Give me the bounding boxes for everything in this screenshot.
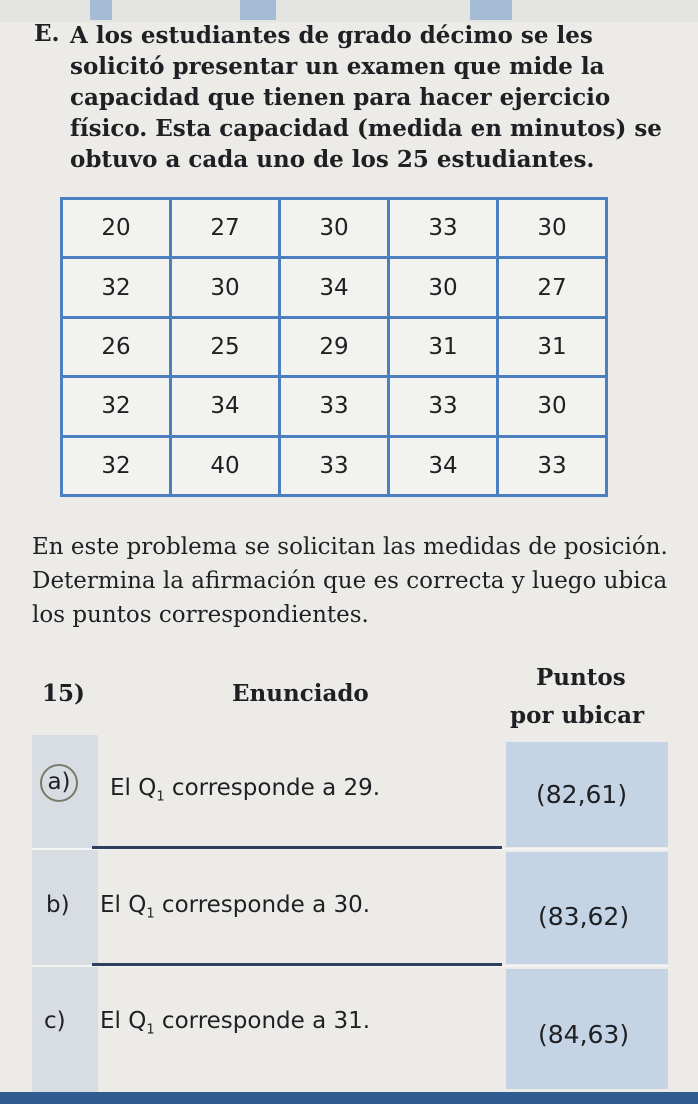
table-cell: 25 bbox=[171, 317, 280, 376]
top-decoration bbox=[0, 0, 698, 22]
decoration-mark bbox=[470, 0, 512, 20]
table-cell: 30 bbox=[389, 258, 498, 317]
table-cell: 33 bbox=[280, 436, 389, 495]
table-row bbox=[62, 317, 607, 376]
table-cell: 30 bbox=[171, 258, 280, 317]
option-letter: c) bbox=[44, 1008, 66, 1034]
statement-prefix: El Q bbox=[100, 1008, 147, 1034]
bottom-band bbox=[0, 1092, 698, 1104]
table-cell: 34 bbox=[280, 258, 389, 317]
table-cell: 26 bbox=[62, 317, 171, 376]
point-to-plot: (82,61) bbox=[536, 780, 628, 809]
table-cell: 33 bbox=[498, 436, 607, 495]
problem-text: A los estudiantes de grado décimo se les solicitó presentar un examen que mide la capacidad que tienen para hacer ejercicio físico. Esta capacidad (medida en minutos) se obtuvo a cada uno de los 25 estudiantes. bbox=[70, 22, 662, 173]
option-statement bbox=[110, 775, 380, 805]
problem-statement bbox=[28, 20, 668, 175]
decoration-mark bbox=[90, 0, 112, 20]
quartile-subscript: 1 bbox=[146, 906, 155, 922]
table-cell: 33 bbox=[389, 377, 498, 436]
option-letter: a) bbox=[40, 764, 78, 802]
table-cell: 20 bbox=[62, 199, 171, 258]
table-cell: 33 bbox=[389, 199, 498, 258]
table-cell: 31 bbox=[389, 317, 498, 376]
table-cell: 30 bbox=[498, 377, 607, 436]
table-cell: 34 bbox=[171, 377, 280, 436]
table-cell: 40 bbox=[171, 436, 280, 495]
option-statement bbox=[100, 1008, 370, 1038]
problem-letter: E. bbox=[34, 20, 60, 47]
table-cell: 31 bbox=[498, 317, 607, 376]
option-letter: b) bbox=[46, 892, 70, 918]
point-to-plot: (84,63) bbox=[538, 1020, 630, 1049]
column-header-points-line1: Puntos bbox=[536, 664, 626, 691]
answer-line bbox=[92, 963, 502, 966]
table-row bbox=[62, 258, 607, 317]
option-statement bbox=[100, 892, 370, 922]
quartile-subscript: 1 bbox=[146, 1022, 155, 1038]
point-to-plot: (83,62) bbox=[538, 902, 630, 931]
statement-suffix: corresponde a 31. bbox=[154, 1008, 371, 1034]
table-row bbox=[62, 436, 607, 495]
statement-suffix: corresponde a 29. bbox=[164, 775, 381, 801]
table-row bbox=[62, 377, 607, 436]
statement-prefix: El Q bbox=[110, 775, 157, 801]
column-header-points-line2: por ubicar bbox=[510, 702, 645, 729]
table-cell: 33 bbox=[280, 377, 389, 436]
table-cell: 34 bbox=[389, 436, 498, 495]
answer-line bbox=[92, 846, 502, 849]
instructions-text: En este problema se solicitan las medidas de posición. Determina la afirmación que es correcta y luego ubica los puntos correspondientes. bbox=[32, 534, 668, 628]
quartile-subscript: 1 bbox=[156, 789, 165, 805]
table-cell: 29 bbox=[280, 317, 389, 376]
statement-prefix: El Q bbox=[100, 892, 147, 918]
question-number: 15) bbox=[42, 680, 85, 707]
table-row bbox=[62, 199, 607, 258]
table-cell: 27 bbox=[171, 199, 280, 258]
table-cell: 27 bbox=[498, 258, 607, 317]
statement-suffix: corresponde a 30. bbox=[154, 892, 371, 918]
data-table bbox=[60, 197, 608, 497]
table-cell: 30 bbox=[498, 199, 607, 258]
decoration-mark bbox=[240, 0, 276, 20]
table-cell: 32 bbox=[62, 258, 171, 317]
column-header-statement: Enunciado bbox=[232, 680, 369, 707]
table-cell: 32 bbox=[62, 377, 171, 436]
table-cell: 32 bbox=[62, 436, 171, 495]
table-cell: 30 bbox=[280, 199, 389, 258]
